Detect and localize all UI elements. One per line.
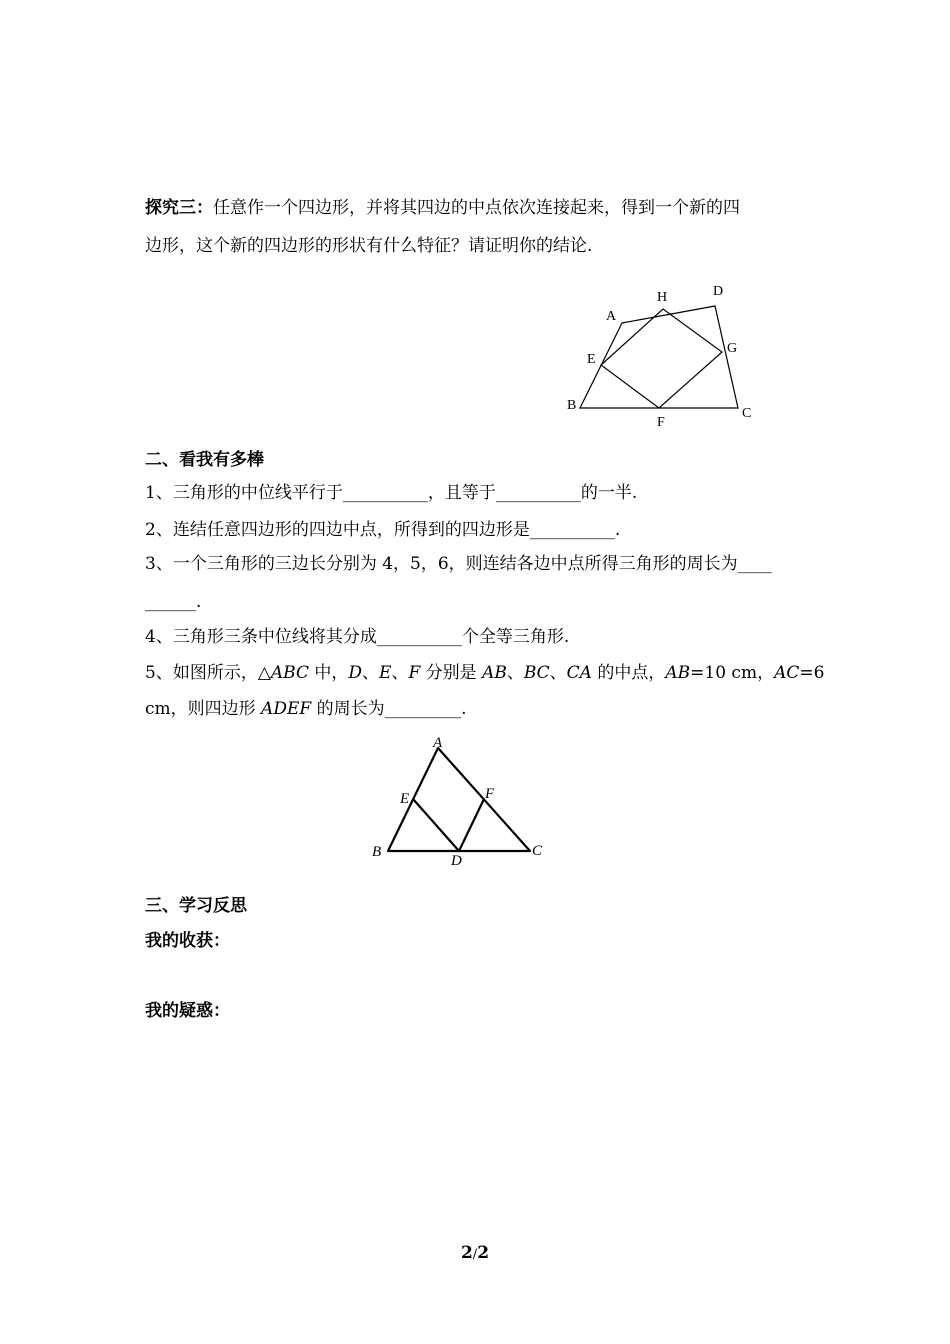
- triangle-abc: [388, 748, 530, 851]
- section3-title: 三、学习反思: [145, 896, 247, 916]
- q5-abc: ABC: [270, 663, 309, 683]
- label-A: A: [606, 309, 617, 324]
- page-total: 2: [477, 1243, 490, 1263]
- gains-label: 我的收获：: [145, 931, 230, 951]
- q5-sep: 、: [391, 663, 409, 683]
- q5-text: 中，: [308, 663, 349, 683]
- q5-sep: 、: [362, 663, 380, 683]
- q5-adef: ADEF: [261, 699, 312, 719]
- label-G: G: [727, 341, 738, 356]
- q5-sep: 、: [549, 663, 567, 683]
- page-separator: /: [472, 1247, 478, 1262]
- question-2: 2、连结任意四边形的四边中点，所得到的四边形是__________.: [145, 520, 621, 540]
- q5-ab: AB: [665, 663, 691, 683]
- q5-text: 分别是: [420, 663, 483, 683]
- question-5-line2: [145, 698, 466, 720]
- label-D: D: [713, 284, 724, 299]
- q5-bc: BC: [523, 663, 550, 683]
- q5-text: 的中点，: [591, 663, 666, 683]
- q5-text: =10 cm，: [690, 663, 775, 683]
- label-H: H: [657, 290, 668, 305]
- explore3-line2: 边形，这个新的四边形的形状有什么特征？请证明你的结论.: [145, 236, 593, 256]
- label-F: F: [657, 415, 665, 430]
- question-1: 1、三角形的中位线平行于__________，且等于__________的一半.: [145, 483, 638, 503]
- page-current: 2: [460, 1243, 473, 1263]
- question-3-line2: ______.: [145, 592, 202, 612]
- label-F: F: [485, 786, 495, 802]
- q5-text: 5、如图所示，△: [145, 663, 271, 683]
- midpoint-quadrilateral: [601, 309, 722, 408]
- explore3-label: 探究三：: [145, 198, 213, 218]
- outer-quadrilateral: [580, 306, 738, 408]
- q5-text: 的周长为_________.: [311, 699, 467, 719]
- q5-d: D: [348, 663, 363, 683]
- label-B: B: [567, 398, 577, 413]
- q5-text: cm，则四边形: [145, 699, 262, 719]
- label-B: B: [372, 844, 382, 860]
- label-E: E: [587, 352, 596, 367]
- segment-ED: [413, 799, 459, 851]
- doubts-label: 我的疑惑：: [145, 1001, 230, 1021]
- question-4: 4、三角形三条中位线将其分成__________个全等三角形.: [145, 627, 570, 647]
- triangle-figure: [365, 730, 555, 870]
- segment-DF: [459, 799, 484, 851]
- q5-f: F: [408, 663, 421, 683]
- q5-ac: AC: [774, 663, 800, 683]
- q5-ca: CA: [566, 663, 592, 683]
- section2-title: 二、看我有多棒: [145, 450, 264, 470]
- q5-e: E: [379, 663, 392, 683]
- q5-sep: 、: [506, 663, 524, 683]
- page-number: [0, 1243, 950, 1263]
- label-A: A: [433, 735, 443, 751]
- q5-text: =6: [799, 663, 825, 683]
- question-3-line1: 3、一个三角形的三边长分别为 4，5，6，则连结各边中点所得三角形的周长为____: [145, 554, 772, 574]
- explore3-line1: [145, 197, 740, 219]
- label-E: E: [400, 791, 410, 807]
- question-5-line1: [145, 662, 824, 684]
- q5-ab: AB: [482, 663, 507, 683]
- label-D: D: [451, 853, 462, 869]
- quadrilateral-figure: [560, 278, 760, 434]
- label-C: C: [742, 406, 752, 421]
- explore3-text-1: 任意作一个四边形，并将其四边的中点依次连接起来，得到一个新的四: [213, 198, 740, 218]
- label-C: C: [532, 843, 543, 859]
